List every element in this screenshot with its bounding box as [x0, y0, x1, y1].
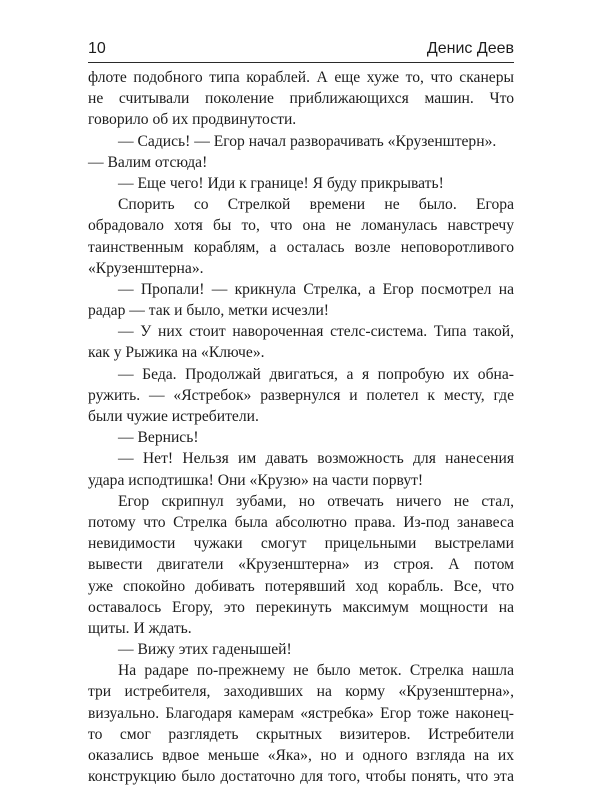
- text-line: ружить. — «Ястребок» развернулся и полетел к месту, где: [88, 386, 514, 404]
- text-line: конструкцию было достаточно для того, чтобы понять, что эта: [88, 768, 514, 786]
- page-number: 10: [88, 40, 106, 57]
- text-line: флоте подобного типа кораблей. А еще хуже то, что сканеры: [88, 69, 514, 86]
- text-line: Спорить со Стрелкой времени не было. Егора: [118, 196, 514, 214]
- text-line: радар — так и было, метки исчезли!: [88, 302, 330, 320]
- text-line: то смог разглядеть скрытных визитеров. Истребители: [88, 725, 514, 743]
- text-line: оставалось Егору, это перекинуть максимум мощности на: [88, 598, 514, 616]
- text-line: не считывали поколение приближающихся машин. Что: [88, 90, 514, 108]
- text-line: — Беда. Продолжай двигаться, а я попробую их обна-: [118, 365, 514, 383]
- text-line: — Пропали! — крикнула Стрелка, а Егор посмотрел на: [118, 280, 514, 298]
- text-line: «Крузенштерна».: [88, 259, 204, 277]
- text-line: — Еще чего! Иди к границе! Я буду прикрывать!: [118, 174, 444, 192]
- text-line: щиты. И ждать.: [88, 619, 192, 637]
- text-line: — Нет! Нельзя им давать возможность для нанесения: [118, 450, 514, 468]
- text-line: — Валим отсюда!: [88, 153, 208, 171]
- text-line: потому что Стрелка была абсолютно права. Из-под занавеса: [88, 513, 514, 531]
- text-line: — У них стоит навороченная стелс-система. Типа такой,: [118, 323, 514, 341]
- text-line: таинственным кораблям, а осталась возле неповоротливого: [88, 238, 514, 256]
- text-line: — Вернись!: [118, 429, 199, 447]
- text-line: уже спокойно добивать потерявший ход корабль. Все, что: [88, 577, 514, 595]
- running-head-author: Денис Деев: [426, 40, 514, 57]
- text-line: вывести двигатели «Крузенштерна» из строя. А потом: [88, 556, 514, 574]
- text-line: три истребителя, заходивших на корму «Крузенштерна»,: [88, 683, 514, 701]
- text-line: — Садись! — Егор начал разворачивать «Крузенштерн».: [118, 132, 497, 150]
- text-line: оказались вдвое меньше «Яка», но и одного взгляда на их: [88, 747, 514, 764]
- text-line: На радаре по-прежнему не было меток. Стрелка нашла: [118, 662, 514, 680]
- text-line: удара исподтишка! Они «Крузю» на части порвут!: [88, 471, 424, 489]
- text-line: — Вижу этих гаденышей!: [118, 641, 292, 659]
- header-rule: [88, 62, 514, 63]
- text-line: обрадовало хотя бы то, что она не ломанулась навстречу: [88, 217, 514, 235]
- text-line: Егор скрипнул зубами, но отвечать ничего не стал,: [118, 492, 514, 510]
- text-line: визуально. Благодаря камерам «ястребка» Егор тоже наконец-: [88, 704, 514, 722]
- text-line: были чужие истребители.: [88, 408, 259, 425]
- text-line: говорило об их продвинутости.: [88, 111, 297, 129]
- text-line: невидимости чужаки смогут прицельными выстрелами: [88, 535, 514, 553]
- text-line: как у Рыжика на «Ключе».: [88, 344, 265, 362]
- page-header: [88, 38, 514, 60]
- body-text: [88, 67, 514, 787]
